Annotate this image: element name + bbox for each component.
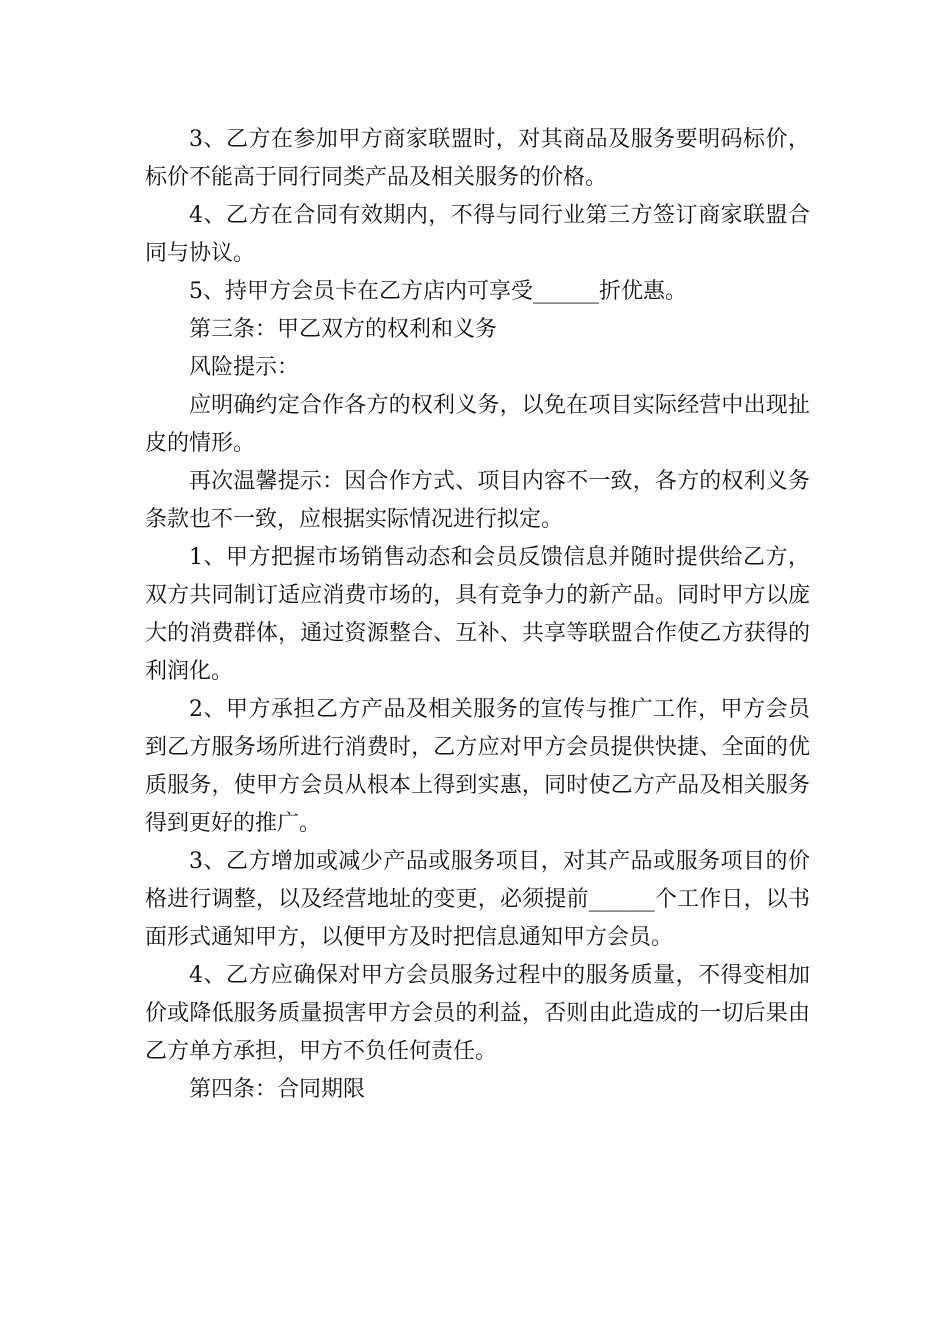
paragraph-right-4: 4、乙方应确保对甲方会员服务过程中的服务质量，不得变相加价或降低服务质量损害甲方会员的利益，否则由此造成的一切后果由乙方单方承担，甲方不负任何责任。 (145, 963, 810, 1064)
paragraph-right-1: 1、甲方把握市场销售动态和会员反馈信息并随时提供给乙方，双方共同制订适应消费市场的，具有竞争力的新产品。同时甲方以庞大的消费群体，通过资源整合、互补、共享等联盟合作使乙方获得的利润化。 (145, 545, 810, 684)
paragraph-clause-3-pricing: 3、乙方在参加甲方商家联盟时，对其商品及服务要明码标价，标价不能高于同行同类产品及相关服务的价格。 (145, 127, 810, 190)
reminder-text: 再次温馨提示：因合作方式、项目内容不一致，各方的权利义务条款也不一致，应根据实际情况进行拟定。 (145, 469, 810, 532)
risk-notice-label: 风险提示： (189, 355, 300, 380)
section-heading-article-3: 第三条：甲乙双方的权利和义务 (189, 317, 498, 342)
section-heading-article-4: 第四条：合同期限 (189, 1077, 366, 1102)
risk-notice-text: 应明确约定合作各方的权利义务，以免在项目实际经营中出现扯皮的情形。 (145, 393, 810, 456)
paragraph-clause-4-exclusivity: 4、乙方在合同有效期内，不得与同行业第三方签订商家联盟合同与协议。 (145, 203, 810, 266)
paragraph-right-2: 2、甲方承担乙方产品及相关服务的宣传与推广工作，甲方会员到乙方服务场所进行消费时，乙方应对甲方会员提供快捷、全面的优质服务，使甲方会员从根本上得到实惠，同时使乙方产品及相关服务得到更好的推广。 (145, 697, 810, 836)
document-body (145, 121, 810, 1109)
paragraph-clause-5-discount: 5、持甲方会员卡在乙方店内可享受______折优惠。 (189, 279, 687, 304)
paragraph-right-3: 3、乙方增加或减少产品或服务项目，对其产品或服务项目的价格进行调整，以及经营地址的变更，必须提前______个工作日，以书面形式通知甲方，以便甲方及时把信息通知甲方会员。 (145, 849, 810, 950)
